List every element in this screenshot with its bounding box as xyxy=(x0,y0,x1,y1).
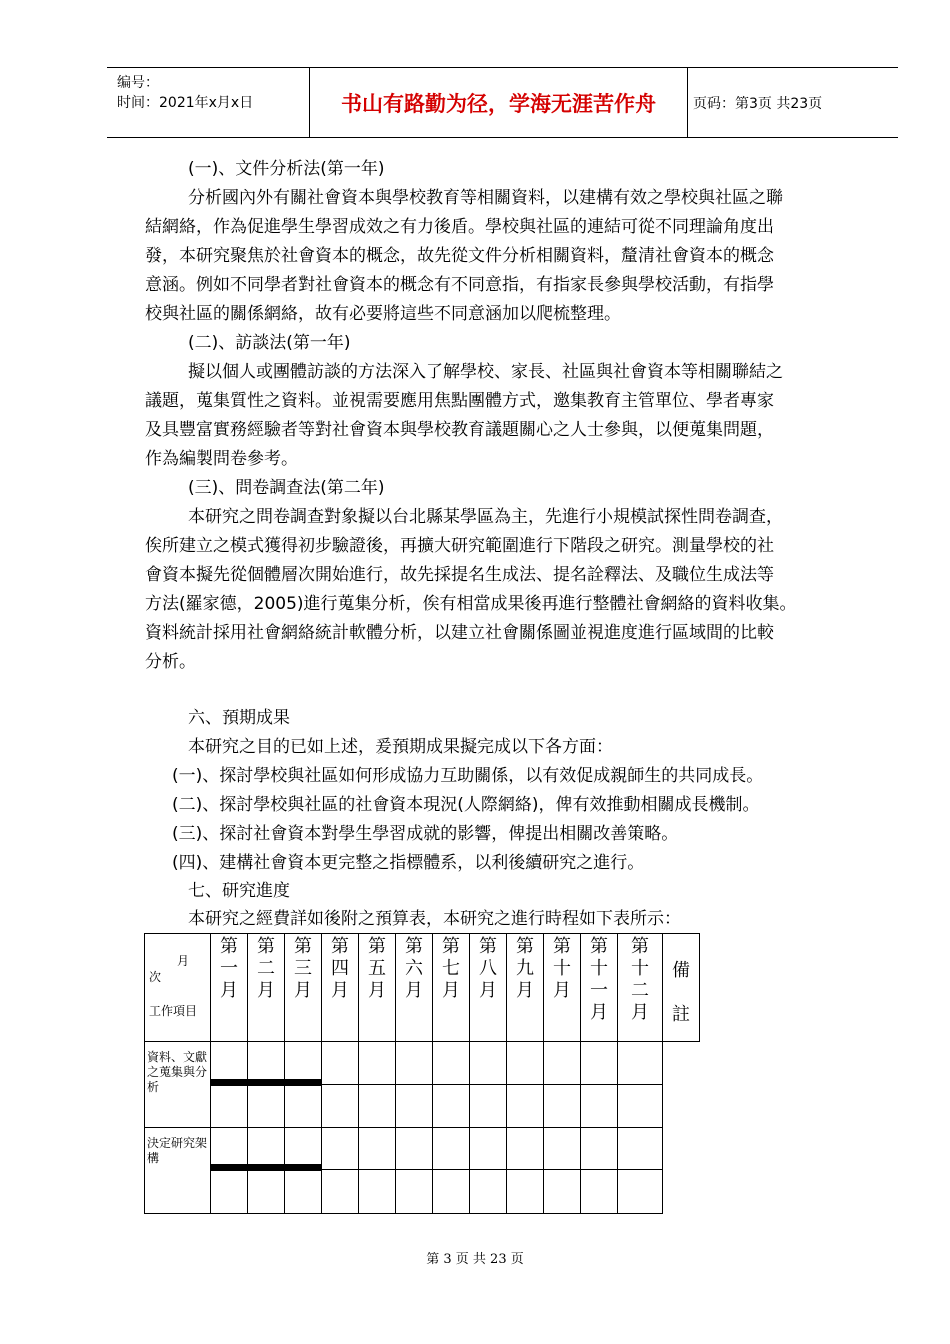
paragraph-line: 作為編製問卷參考。 xyxy=(145,449,298,469)
paragraph-line: 本研究之目的已如上述，爰預期成果擬完成以下各方面： xyxy=(188,737,613,757)
list-item: (二)、探討學校與社區的社會資本現況(人際網絡)，俾有效推動相關成長機制。 xyxy=(172,795,760,815)
month-header: 第 十 二 月 xyxy=(618,934,663,1042)
page-footer: 第 3 页 共 23 页 xyxy=(426,1252,524,1267)
month-header: 第 四 月 xyxy=(322,934,359,1042)
schedule-table xyxy=(144,933,700,1214)
paragraph-line: 資料統計採用社會網絡統計軟體分析，以建立社會關係圖並視進度進行區域間的比較 xyxy=(145,623,774,643)
month-header: 第 六 月 xyxy=(396,934,433,1042)
month-header: 第 九 月 xyxy=(507,934,544,1042)
paragraph-line: 及具豐富實務經驗者等對社會資本與學校教育議題關心之人士參與，以便蒐集問題， xyxy=(145,420,774,440)
paragraph-line: 意涵。例如不同學者對社會資本的概念有不同意指，有指家長參與學校活動，有指學 xyxy=(145,275,774,295)
schedule-cell xyxy=(211,1128,248,1170)
month-header: 第 七 月 xyxy=(433,934,470,1042)
header-meta xyxy=(107,68,310,137)
paragraph-line: 本研究之問卷調查對象擬以台北縣某學區為主，先進行小規模試探性問卷調查， xyxy=(188,507,783,527)
paragraph-line: 會資本擬先從個體層次開始進行，故先採提名生成法、提名詮釋法、及職位生成法等 xyxy=(145,565,774,585)
month-header: 第 十 一 月 xyxy=(581,934,618,1042)
month-header: 第 八 月 xyxy=(470,934,507,1042)
table-row xyxy=(145,1042,700,1085)
table-header-row xyxy=(145,934,700,1042)
corner-order-label: 次 xyxy=(149,970,162,984)
month-header: 第 二 月 xyxy=(248,934,285,1042)
paragraph-line: 擬以個人或團體訪談的方法深入了解學校、家長、社區與社會資本等相關聯結之 xyxy=(188,362,783,382)
month-header: 第 三 月 xyxy=(285,934,322,1042)
list-item: (三)、探討社會資本對學生學習成就的影響，俾提出相關改善策略。 xyxy=(172,824,679,844)
section-heading: (三)、問卷調查法(第二年) xyxy=(188,478,385,498)
section-heading: 六、預期成果 xyxy=(188,708,290,728)
list-item: (四)、建構社會資本更完整之指標體系，以利後續研究之進行。 xyxy=(172,853,645,873)
header-motto: 书山有路勤为径，学海无涯苦作舟 xyxy=(310,68,688,137)
paragraph-line: 結網絡，作為促進學生學習成效之有力後盾。學校與社區的連結可從不同理論角度出 xyxy=(145,217,774,237)
time-label: 时间：2021年x月x日 xyxy=(117,95,254,111)
paragraph-line: 分析。 xyxy=(145,652,196,672)
section-heading: (二)、訪談法(第一年) xyxy=(188,333,351,353)
schedule-cell xyxy=(248,1128,285,1170)
header-page-info: 页码：第3页 共23页 xyxy=(693,95,823,112)
month-header: 第 一 月 xyxy=(211,934,248,1042)
table-row xyxy=(145,1128,700,1170)
list-item: (一)、探討學校與社區如何形成協力互助關係，以有效促成親師生的共同成長。 xyxy=(172,766,764,786)
paragraph-line: 發，本研究聚焦於社會資本的概念，故先從文件分析相關資料，釐清社會資本的概念 xyxy=(145,246,774,266)
paragraph-line: 校與社區的關係網絡，故有必要將這些不同意涵加以爬梳整理。 xyxy=(145,304,621,324)
schedule-cell xyxy=(285,1128,322,1170)
month-header: 第 十 月 xyxy=(544,934,581,1042)
section-heading: 七、研究進度 xyxy=(188,881,290,901)
schedule-cell xyxy=(248,1042,285,1085)
work-item-cell: 資料、文獻之蒐集與分析 xyxy=(145,1042,211,1128)
paragraph-line: 本研究之經費詳如後附之預算表，本研究之進行時程如下表所示： xyxy=(188,909,681,929)
work-item-cell: 決定研究架構 xyxy=(145,1128,211,1214)
table-row-sub xyxy=(145,1170,700,1214)
month-header: 第 五 月 xyxy=(359,934,396,1042)
number-label: 编号： xyxy=(117,75,159,91)
remark-header: 備 註 xyxy=(663,934,700,1042)
paragraph-line: 俟所建立之模式獲得初步驗證後，再擴大研究範圍進行下階段之研究。測量學校的社 xyxy=(145,536,774,556)
table-row-sub xyxy=(145,1085,700,1128)
paragraph-line: 分析國內外有關社會資本與學校教育等相關資料，以建構有效之學校與社區之聯 xyxy=(188,188,783,208)
page-header xyxy=(107,67,898,138)
corner-cell xyxy=(145,934,211,1042)
schedule-cell xyxy=(285,1042,322,1085)
corner-item-label: 工作項目 xyxy=(149,1004,198,1018)
paragraph-line: 議題，蒐集質性之資料。並視需要應用焦點團體方式，邀集教育主管單位、學者專家 xyxy=(145,391,774,411)
corner-month-label: 月 xyxy=(177,954,190,968)
paragraph-line: 方法(羅家德，2005)進行蒐集分析，俟有相當成果後再進行整體社會網絡的資料收集。 xyxy=(145,594,797,614)
schedule-cell xyxy=(211,1042,248,1085)
section-heading: (一)、文件分析法(第一年) xyxy=(188,159,385,179)
